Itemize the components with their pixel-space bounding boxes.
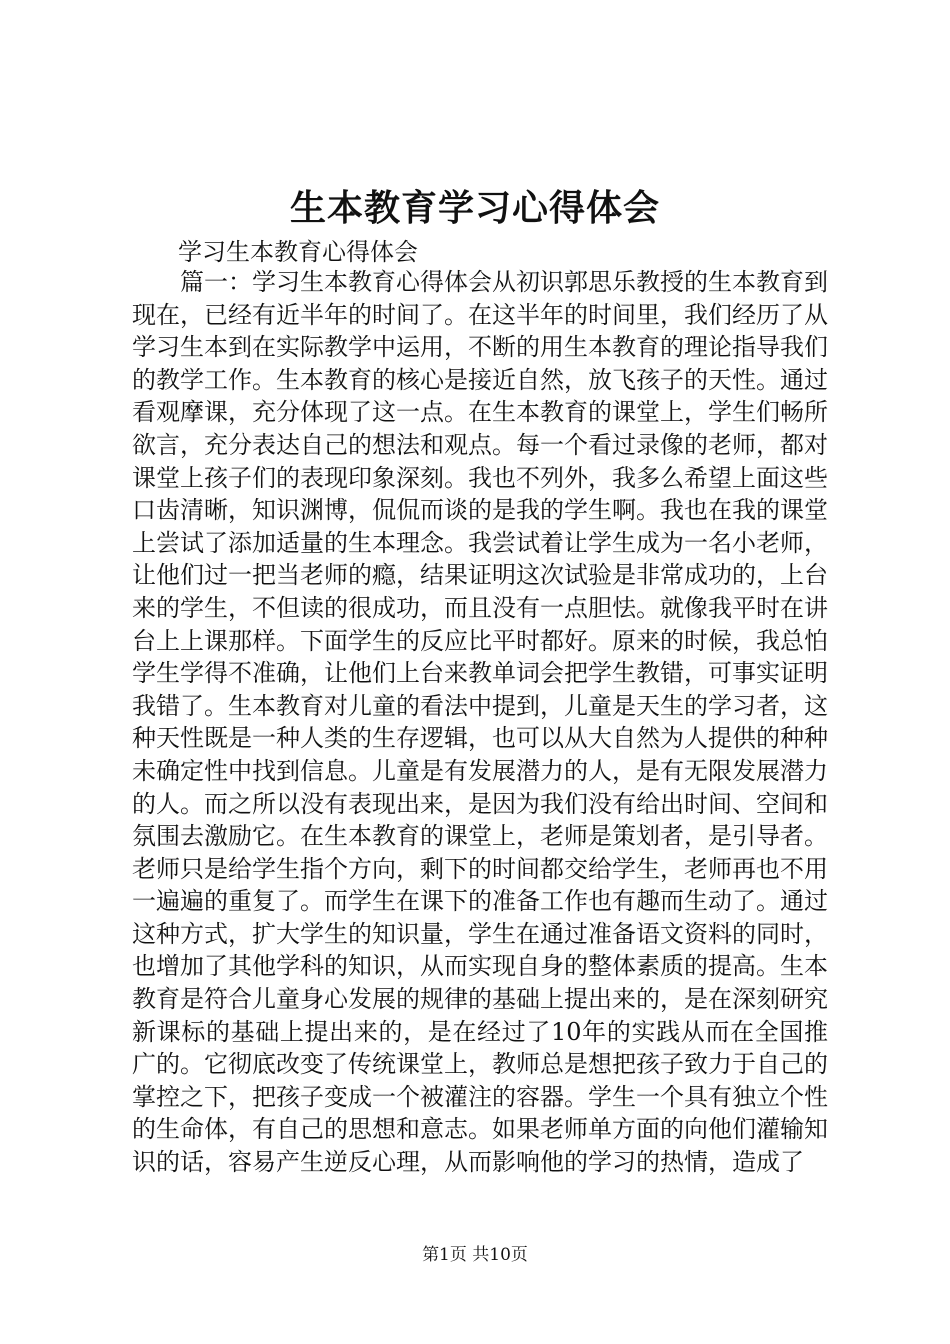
document-subtitle: 学习生本教育心得体会 [178, 238, 418, 266]
body-paragraph: 篇一：学习生本教育心得体会从初识郭思乐教授的生本教育到现在，已经有近半年的时间了。在这半年的时间里，我们经历了从学习生本到在实际教学中运用，不断的用生本教育的理论指导我们的教学工作。生本教育的核心是接近自然，放飞孩子的天性。通过看观摩课，充分体现了这一点。在生本教育的课堂上，学生们畅所欲言，充分表达自己的想法和观点。每一个看过录像的老师，都对课堂上孩子们的表现印象深刻。我也不列外，我多么希望上面这些口齿清晰，知识渊博，侃侃而谈的是我的学生啊。我也在我的课堂上尝试了添加适量的生本理念。我尝试着让学生成为一名小老师，让他们过一把当老师的瘾，结果证明这次试验是非常成功的，上台来的学生，不但读的很成功，而且没有一点胆怯。就像我平时在讲台上上课那样。下面学生的反应比平时都好。原来的时候，我总怕学生学得不准确，让他们上台来教单词会把学生教错，可事实证明我错了。生本教育对儿童的看法中提到，儿童是天生的学习者，这种天性既是一种人类的生存逻辑，也可以从大自然为人提供的种种未确定性中找到信息。儿童是有发展潜力的人，是有无限发展潜力的人。而之所以没有表现出来，是因为我们没有给出时间、空间和氛围去激励它。在生本教育的课堂上，老师是策划者，是引导者。老师只是给学生指个方向，剩下的时间都交给学生，老师再也不用一遍遍的重复了。而学生在课下的准备工作也有趣而生动了。通过这种方式，扩大学生的知识量，学生在通过准备语文资料的同时，也增加了其他学科的知识，从而实现自身的整体素质的提高。生本教育是符合儿童身心发展的规律的基础上提出来的，是在深刻研究新课标的基础上提出来的，是在经过了10年的实践从而在全国推广的。它彻底改变了传统课堂上，教师总是想把孩子致力于自己的掌控之下，把孩子变成一个被灌注的容器。学生一个具有独立个性的生命体，有自己的思想和意志。如果老师单方面的向他们灌输知识的话，容易产生逆反心理，从而影响他的学习的热情，造成了 [132, 268, 828, 1177]
document-title: 生本教育学习心得体会 [289, 187, 660, 229]
page-indicator: 第1页 共10页 [422, 1245, 528, 1265]
